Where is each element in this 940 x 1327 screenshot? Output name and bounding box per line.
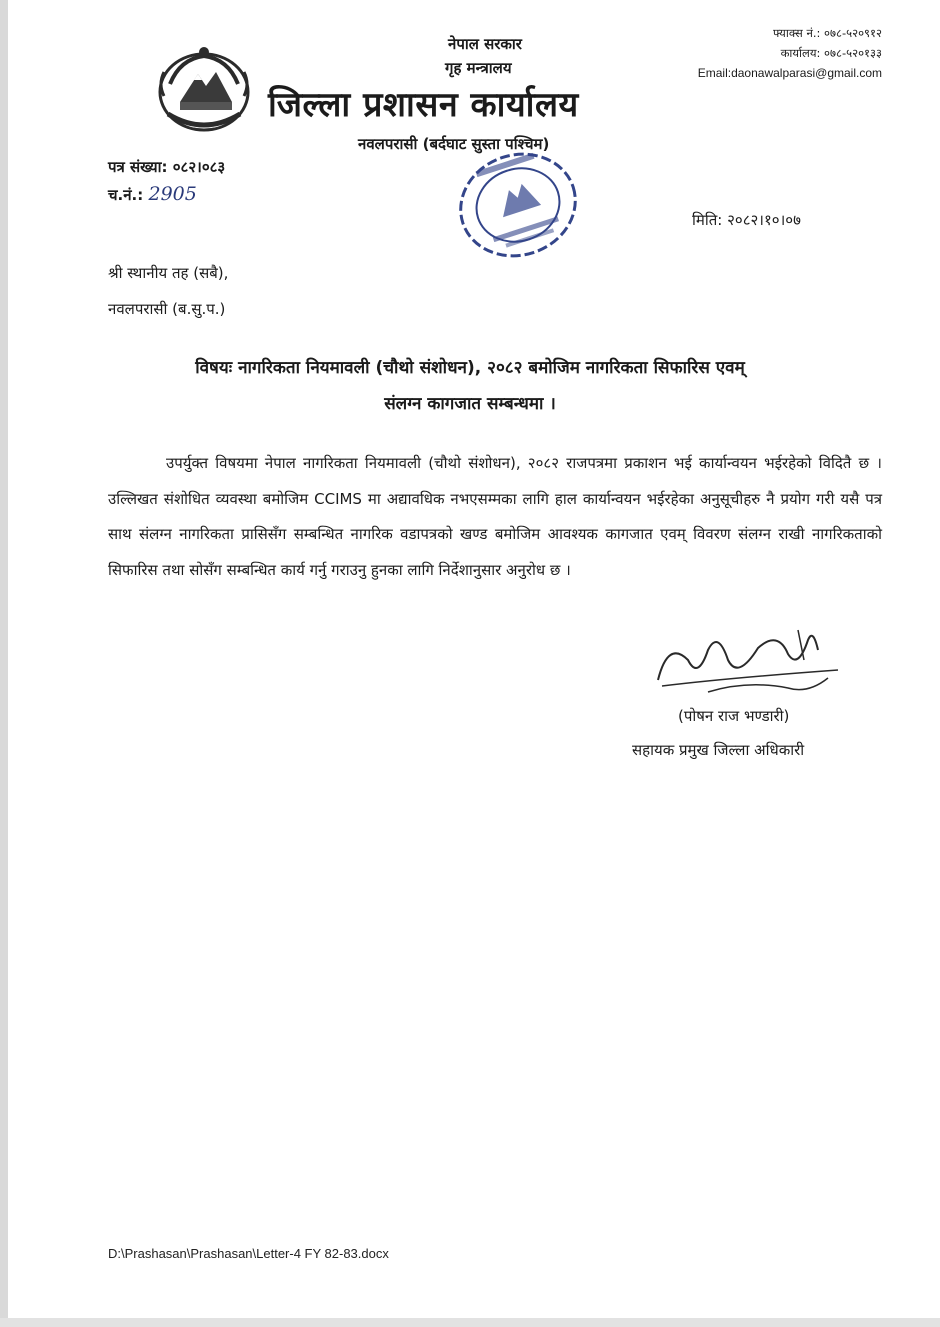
addressee-line-1: श्री स्थानीय तह (सबै),: [108, 264, 229, 282]
office-stamp-icon: [438, 130, 598, 280]
subject-line-2: संलग्न कागजात सम्बन्धमा ।: [384, 394, 556, 414]
government-name: नेपाल सरकार: [448, 35, 522, 53]
dispatch-label: च.नं.:: [108, 186, 144, 204]
file-path-footer: D:\Prashasan\Prashasan\Letter-4 FY 82-83.docx: [108, 1246, 389, 1261]
letter-body: उपर्युक्त विषयमा नेपाल नागरिकता नियमावली (चौथो संशोधन), २०८२ राजपत्रमा प्रकाशन भई कार्यान्वयन भईरहेको विदितै छ । उल्लिखत संशोधित व्यवस्था बमोजिम CCIMS मा अद्यावधिक नभएसम्मका लागि हाल कार्यान्वयन भईरहेका अनुसूचीहरु नै प्रयोग गरी यसै पत्र साथ संलग्न नागरिकता प्रासिसँग सम्बन्धित नागरिक वडापत्रको खण्ड बमोजिम आवश्यक कागजात एवम् विवरण संलग्न राखी नागरिकताको सिफारिस तथा सोसँग सम्बन्धित कार्य गर्नु गराउनु हुनका लागि निर्देशानुसार अनुरोध छ ।: [108, 454, 882, 579]
letter-number: पत्र संख्या: ०८२।०८३: [108, 158, 226, 176]
office-location: नवलपरासी (बर्दघाट सुस्ता पश्चिम): [358, 135, 550, 153]
letter-date: मिति: २०८२।१०।०७: [692, 211, 801, 229]
scan-bottom-edge: [0, 1318, 940, 1327]
ministry-name: गृह मन्त्रालय: [445, 59, 512, 77]
signatory-name: (पोषन राज भण्डारी): [678, 707, 790, 725]
dispatch-handwritten-number: 2905: [148, 183, 197, 205]
addressee-line-2: नवलपरासी (ब.सु.प.): [108, 300, 226, 318]
dispatch-number: [108, 183, 197, 205]
nepal-emblem-icon: [150, 44, 258, 136]
office-phone: कार्यालय: ०७८-५२०१३३: [780, 46, 882, 60]
fax-number: फ्याक्स नं.: ०७८-५२०९१२: [772, 26, 882, 40]
email-address: Email:daonawalparasi@gmail.com: [697, 66, 882, 80]
signature-icon: [648, 620, 848, 710]
office-title: जिल्ला प्रशासन कार्यालय: [268, 85, 579, 125]
subject-line-1: विषयः नागरिकता नियमावली (चौथो संशोधन), २०८२ बमोजिम नागरिकता सिफारिस एवम्: [195, 358, 745, 378]
scan-edge: [0, 0, 8, 1327]
signatory-title: सहायक प्रमुख जिल्ला अधिकारी: [632, 741, 805, 759]
